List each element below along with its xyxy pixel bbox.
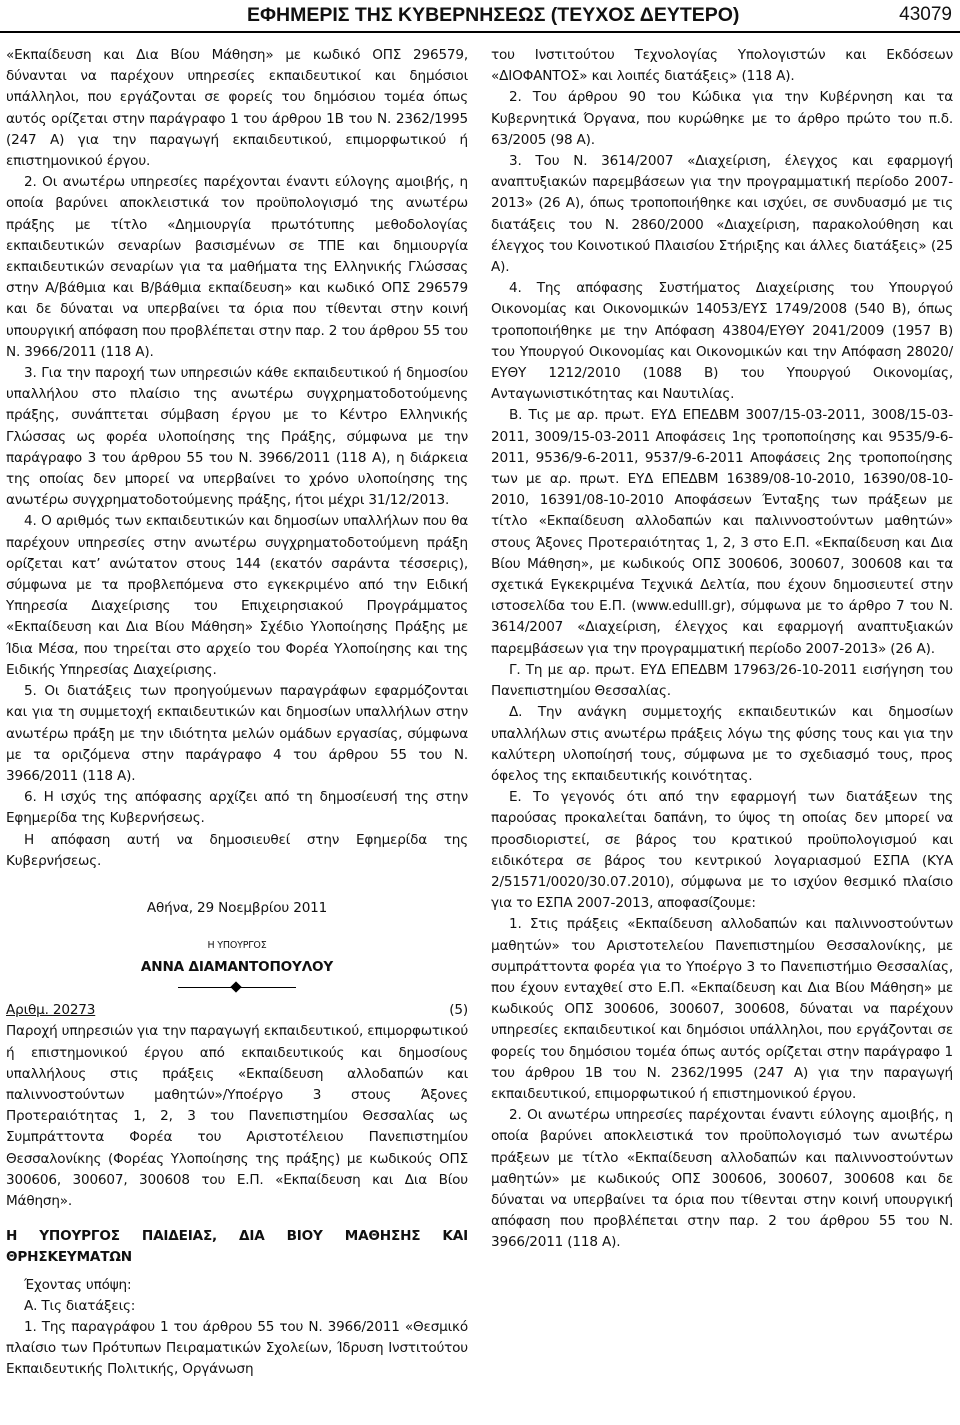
paragraph: 1. Στις πράξεις «Εκπαίδευση αλλοδαπών και παλιννοστούντων μαθητών» του Αριστοτελείου Πανεπιστημίου Θεσσαλονίκης, με συμπράττοντα φορέα για το Υποέργο 3 το Πανεπιστήμιο Θεσσαλίας, που έχουν ενταχθεί στο Ε.Π. «Εκπαίδευση και Δια Βίου Μάθηση» με κωδικούς ΟΠΣ 300606, 300607, 300608, δύναται να παρέχουν υπηρεσίες εκπαιδευτικοί και δημόσιοι υπάλληλοι, που εργάζονται σε φορείς του δημόσιου τομέα όπως αυτός ορίζεται στην παράγραφο 1 του άρθρου 1Β του Ν. 2362/1995 (247 Α) για την παραγωγή εκπαιδευτικού, επιμορφωτικού ή επιστημονικού έργου. [491,916,953,1102]
paragraph: 4. Της απόφασης Συστήματος Διαχείρισης του Υπουργού Οικονομίας και Οικονομικών 14053/ΕΥΣ 1749/2008 (540 Β), όπως τροποποιήθηκε με την Απόφαση 43804/ΕΥΘΥ 2041/2009 (1957 Β) του Υπουργού Οικονομίας και Οικονομικών και την Απόφαση 28020/ΕΥΘΥ 1212/2010 (1088 Β) του Υπουργού Οικονομίας, Ανταγωνιστικότητας και Ναυτιλίας. [491,280,953,403]
paragraph: 1. Της παραγράφου 1 του άρθρου 55 του Ν. 3966/2011 «Θεσμικό πλαίσιο των Πρότυπων Πειραματικών Σχολείων, Ίδρυση Ινστιτούτου Εκπαιδευτικής Πολιτικής, Οργάνωση [6,1318,468,1378]
gazette-title: ΕΦΗΜΕΡΙΣ ΤΗΣ ΚΥΒΕΡΝΗΣΕΩΣ (ΤΕΥΧΟΣ ΔΕΥΤΕΡΟ) [247,4,740,26]
decision-title: Παροχή υπηρεσιών για την παραγωγή εκπαιδευτικού, επιμορφωτικού ή επιστημονικού έργου από εκπαιδευτικούς και δημοσίους υπαλλήλους στις πράξεις «Εκπαίδευση αλλοδαπών και παλιννοστούντων μαθητών»/Υποέργο 3 στους Άξονες Προτεραιότητας 1, 2, 3 του Πανεπιστημίου Θεσσαλίας ως Συμπράττοντα Φορέα του Αριστοτέλειου Πανεπιστημίου Θεσσαλονίκης (Φορέας Υλοποίησης της πράξης) με κωδικούς ΟΠΣ 300606, 300607, 300608 του Ε.Π. «Εκπαίδευση και Δια Βίου Μάθηση». [6,1023,469,1209]
signature-name: ΑΝΝΑ ΔΙΑΜΑΝΤΟΠΟΥΛΟΥ [140,959,334,976]
paragraph: 2. Του άρθρου 90 του Κώδικα για την Κυβέρνηση και τα Κυβερνητικά Όργανα, που κυρώθηκε με το άρθρο πρώτο του π.δ. 63/2005 (98 Α). [491,89,953,148]
decision-number: Αριθμ. 20273 [6,1002,96,1019]
header-rule [0,31,960,33]
paragraph: 3. Του Ν. 3614/2007 «Διαχείριση, έλεγχος και εφαρμογή αναπτυξιακών παρεμβάσεων για την προγραμματική περίοδο 2007-2013» (26 Α), όπως τροποποιήθηκε και ισχύει, σε συνδυασμό με τις διατάξεις του Ν. 2860/2000 «Διαχείριση, παρακολούθηση και έλεγχος του Κοινοτικού Πλαισίου Στήριξης και άλλες διατάξεις» (25 Α). [491,153,953,276]
decision-number-row [6,1000,468,1021]
paragraph: 6. Η ισχύς της απόφασης αρχίζει από τη δημοσίευσή της στην Εφημερίδα της Κυβερνήσεως. [6,789,468,827]
paragraph: Β. Τις με αρ. πρωτ. ΕΥΔ ΕΠΕΔΒΜ 3007/15-03-2011, 3008/15-03-2011, 3009/15-03-2011 Αποφάσεις 1ης τροποποίησης και 9535/9-6-2011, 9536/9-6-2011, 9537/9-6-2011 Αποφάσεις 2ης τροποποίησης των με αρ. πρωτ. ΕΥΔ ΕΠΕΔΒΜ 16389/08-10-2010, 16390/08-10-2010, 16391/08-10-2010 Αποφάσεων Ένταξης των πράξεων με τίτλο «Εκπαίδευση αλλοδαπών και παλιννοστούντων μαθητών» στους Άξονες Προτεραιότητας 1, 2, 3 στο Ε.Π. «Εκπαίδευση και Δια Βίου Μάθηση», με κωδικούς ΟΠΣ 300606, 300607, 300608 και τα σχετικά Εγκεκριμένα Τεχνικά Δελτία, που έχουν δημοσιευτεί στην ιστοσελίδα του Ε.Π. (www.edulll.gr), σύμφωνα με το άρθρο 7 του Ν. 3614/2007 «Διαχείριση, έλεγχος και εφαρμογή αναπτυξιακών παρεμβάσεων για την προγραμματική περίοδο 2007-2013» (26 Α). [491,407,953,657]
page-header [0,0,960,32]
paragraph: Γ. Τη με αρ. πρωτ. ΕΥΔ ΕΠΕΔΒΜ 17963/26-10-2011 εισήγηση του Πανεπιστημίου Θεσσαλίας. [491,661,953,700]
decision-count: (5) [449,1002,468,1019]
signature-role: Η ΥΠΟΥΡΓΟΣ [207,940,267,952]
left-column [6,45,468,1381]
paragraph: «Εκπαίδευση και Δια Βίου Μάθηση» με κωδικό ΟΠΣ 296579, δύνανται να παρέχουν υπηρεσίες εκπαιδευτικοί και δημόσιοι υπάλληλοι, που εργάζονται σε φορείς του δημόσιου τομέα όπως αυτός ορίζεται στην παράγραφο 1 του άρθρου 1Β του Ν. 2362/1995 (247 Α) για την παραγωγή εκπαιδευτικού, επιμορφωτικού ή επιστημονικού έργου. [6,47,468,170]
paragraph: Η απόφαση αυτή να δημοσιευθεί στην Εφημερίδα της Κυβερνήσεως. [6,831,468,869]
paragraph: Ε. Το γεγονός ότι από την εφαρμογή των διατάξεων της παρούσας προκαλείται δαπάνη, το ύψος τη οποίας δεν μπορεί να προσδιοριστεί, σε βάρος του κρατικού προϋπολογισμού και ειδικότερα σε βάρος του κεντρικού λογαριασμού ΕΣΠΑ (ΚΥΑ 2/51571/0020/30.07.2010), σύμφωνα με το ισχύον θεσμικό πλαίσιο για το ΕΣΠΑ 2007-2013, αποφασίζουμε: [491,789,953,912]
paragraph: 2. Οι ανωτέρω υπηρεσίες παρέχονται έναντι εύλογης αμοιβής, η οποία βαρύνει αποκλειστικά τον προϋπολογισμό της ανωτέρω πράξης με τίτλο «Δημιουργία πρωτότυπης μεθοδολογίας εκπαιδευτικών σεναρίων βασισμένων σε ΤΠΕ και δημιουργία εκπαιδευτικών σεναρίων για τα μαθήματα της Ελληνικής Γλώσσας στην Α/βάθμια και Β/βάθμια εκπαίδευση» και κωδικό ΟΠΣ 296579 και δε δύναται να υπερβαίνει τα όρια που τίθενται στην κοινή υπουργική απόφαση που προβλέπεται στην παρ. 2 του άρθρου 55 του Ν. 3966/2011 (118 Α). [6,174,468,360]
paragraph: Α. Τις διατάξεις: [24,1297,136,1314]
minister-heading: Η ΥΠΟΥΡΓΟΣ ΠΑΙΔΕΙΑΣ, ΔΙΑ ΒΙΟΥ ΜΑΘΗΣΗΣ ΚΑΙ ΘΡΗΣΚΕΥΜΑΤΩΝ [6,1228,468,1266]
paragraph: 5. Οι διατάξεις των προηγούμενων παραγράφων εφαρμόζονται και για τη συμμετοχή εκπαιδευτικών και δημοσίων υπαλλήλων στην ανωτέρω πράξη με την ιδιότητα μελών ομάδων εργασίας, σύμφωνα με τα οριζόμενα στην παράγραφο 4 του άρθρου 55 του Ν. 3966/2011 (118 Α). [6,683,468,784]
paragraph: 4. Ο αριθμός των εκπαιδευτικών και δημοσίων υπαλλήλων που θα παρέχουν υπηρεσίες στην ανωτέρω συγχρηματοδοτούμενη πράξη ορίζεται κατ’ ανώτατον στους 144 (εκατόν σαράντα τέσσερις), σύμφωνα με τα προβλεπόμενα στο εγκεκριμένο από την Ειδική Υπηρεσία Διαχείρισης του Επιχειρησιακού Προγράμματος «Εκπαίδευση και Δια Βίου Μάθηση» Σχέδιο Υλοποίησης Πράξης με Ίδια Μέσα, που τηρείται στο αρχείο του Φορέα Υλοποίησης και της Ειδικής Υπηρεσίας Διαχείρισης. [6,513,468,678]
section-divider [6,980,468,996]
paragraph: Έχοντας υπόψη: [24,1276,132,1293]
right-column [491,45,953,1254]
page-number: 43079 [899,4,952,25]
signature-date: Αθήνα, 29 Νοεμβρίου 2011 [146,899,328,916]
paragraph: 2. Οι ανωτέρω υπηρεσίες παρέχονται έναντι εύλογης αμοιβής, η οποία βαρύνει αποκλειστικά τον προϋπολογισμό των ανωτέρω πράξεων με τίτλο «Εκπαίδευση αλλοδαπών και παλιννοστούντων μαθητών» με κωδικούς ΟΠΣ 300606, 300607, 300608 και δε δύναται να υπερβαίνει τα όρια που τίθενται στην κοινή υπουργική απόφαση που προβλέπεται στην παρ. 2 του άρθρου 55 του Ν. 3966/2011 (118 Α). [491,1107,953,1251]
paragraph: 3. Για την παροχή των υπηρεσιών κάθε εκπαιδευτικού ή δημοσίου υπαλλήλου στο πλαίσιο της ανωτέρω συγχρηματοδοτούμενης πράξης, συνάπτεται σύμβαση έργου με το Κέντρο Ελληνικής Γλώσσας ως φορέα υλοποίησης της Πράξης, σύμφωνα με την παράγραφο 3 του άρθρου 55 του Ν. 3966/2011 (118 Α), η διάρκεια της οποίας δεν μπορεί να υπερβαίνει το χρόνο υλοποίησης της ανωτέρω συγχρηματοδοτούμενης πράξης, ήτοι μέχρι 31/12/2013. [6,365,468,509]
diamond-icon [230,982,241,993]
paragraph: Δ. Την ανάγκη συμμετοχής εκπαιδευτικών και δημοσίων υπαλλήλων στις ανωτέρω πράξεις λόγω της φύσης τους και για την καλύτερη υλοποίησή τους, σύμφωνα με το σχεδιασμό τους, προς όφελος της εκπαιδευτικής κοινότητας. [491,704,953,784]
paragraph: του Ινστιτούτου Τεχνολογίας Υπολογιστών και Εκδόσεων «ΔΙΟΦΑΝΤΟΣ» και λοιπές διατάξεις» (118 Α). [491,47,953,85]
